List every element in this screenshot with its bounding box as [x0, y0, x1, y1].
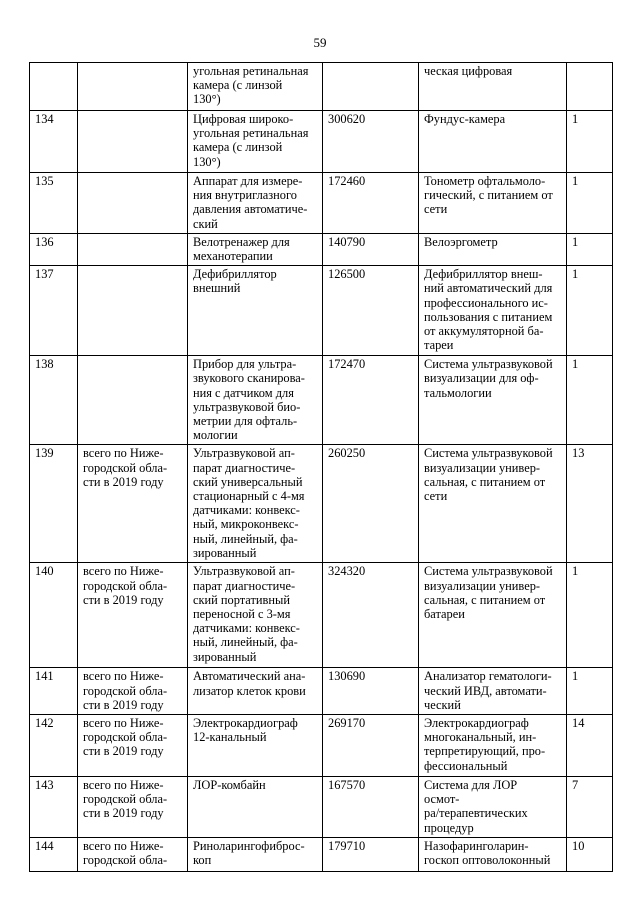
row-scope: всего по Ниже- городской обла- сти в 2019 году — [78, 715, 188, 777]
row-equipment-type: Анализатор гематологи- ческий ИВД, автомати- ческий — [419, 668, 567, 715]
row-number: 136 — [30, 233, 78, 265]
row-code: 167570 — [323, 777, 419, 838]
row-equipment-type: Дефибриллятор внеш- ний автоматический для профессионального ис- пользования с питанием от аккумуляторной ба- тареи — [419, 266, 567, 356]
row-number: 142 — [30, 715, 78, 777]
row-code: 126500 — [323, 266, 419, 356]
row-equipment-name: Риноларингофиброс- коп — [188, 838, 323, 872]
row-code: 300620 — [323, 111, 419, 173]
row-number: 135 — [30, 173, 78, 234]
row-scope — [78, 356, 188, 445]
row-scope: всего по Ниже- городской обла- сти в 2019 году — [78, 445, 188, 563]
row-number: 141 — [30, 668, 78, 715]
row-code: 172460 — [323, 173, 419, 234]
table-row — [30, 233, 613, 265]
row-quantity: 1 — [567, 233, 613, 265]
row-code: 260250 — [323, 445, 419, 563]
row-quantity: 1 — [567, 563, 613, 668]
table-row — [30, 356, 613, 445]
row-scope — [78, 173, 188, 234]
table-row — [30, 838, 613, 872]
row-number: 144 — [30, 838, 78, 872]
row-number: 143 — [30, 777, 78, 838]
row-equipment-name: Ультразвуковой ап- парат диагностиче- ский портативный переносной с 3-мя датчиками: конвекс- ный, линейный, фа- зированный — [188, 563, 323, 668]
row-code: 179710 — [323, 838, 419, 872]
row-code: 140790 — [323, 233, 419, 265]
row-code: 269170 — [323, 715, 419, 777]
row-equipment-type: Система ультразвуковой визуализации универ- сальная, с питанием от сети — [419, 445, 567, 563]
row-equipment-name: угольная ретинальная камера (с линзой 130°) — [188, 63, 323, 111]
row-equipment-type: Система ультразвуковой визуализации для оф- тальмологии — [419, 356, 567, 445]
row-scope — [78, 63, 188, 111]
row-equipment-type: Фундус-камера — [419, 111, 567, 173]
row-equipment-type: Система ультразвуковой визуализации универ- сальная, с питанием от батареи — [419, 563, 567, 668]
row-number: 140 — [30, 563, 78, 668]
table-row — [30, 445, 613, 563]
table-row — [30, 266, 613, 356]
row-scope: всего по Ниже- городской обла- сти в 2019 году — [78, 777, 188, 838]
table-row — [30, 63, 613, 111]
row-equipment-name: Автоматический ана- лизатор клеток крови — [188, 668, 323, 715]
table-row — [30, 777, 613, 838]
row-scope: всего по Ниже- городской обла- — [78, 838, 188, 872]
row-quantity — [567, 63, 613, 111]
row-quantity: 1 — [567, 356, 613, 445]
row-scope — [78, 233, 188, 265]
row-equipment-name: Электрокардиограф 12-канальный — [188, 715, 323, 777]
table-body — [30, 63, 613, 872]
row-code: 172470 — [323, 356, 419, 445]
row-equipment-name: Ультразвуковой ап- парат диагностиче- ский универсальный стационарный с 4-мя датчиками: конвекс- ный, микроконвекс- ный, линейный, фа- зированный — [188, 445, 323, 563]
row-scope — [78, 111, 188, 173]
row-number: 134 — [30, 111, 78, 173]
row-code — [323, 63, 419, 111]
row-code: 130690 — [323, 668, 419, 715]
row-equipment-name: Цифровая широко- угольная ретинальная камера (с линзой 130°) — [188, 111, 323, 173]
row-quantity: 14 — [567, 715, 613, 777]
row-scope: всего по Ниже- городской обла- сти в 2019 году — [78, 563, 188, 668]
row-quantity: 10 — [567, 838, 613, 872]
row-number: 137 — [30, 266, 78, 356]
row-quantity: 1 — [567, 173, 613, 234]
row-scope: всего по Ниже- городской обла- сти в 2019 году — [78, 668, 188, 715]
row-equipment-type: Назофаринголарин- госкоп оптоволоконный — [419, 838, 567, 872]
row-equipment-type: Электрокардиограф многоканальный, ин- терпретирующий, про- фессиональный — [419, 715, 567, 777]
table-row — [30, 668, 613, 715]
row-equipment-name: Аппарат для измере- ния внутриглазного давления автоматиче- ский — [188, 173, 323, 234]
row-equipment-name: ЛОР-комбайн — [188, 777, 323, 838]
equipment-table — [29, 62, 613, 872]
row-equipment-type: Тонометр офтальмоло- гический, с питанием от сети — [419, 173, 567, 234]
row-quantity: 1 — [567, 111, 613, 173]
row-quantity: 13 — [567, 445, 613, 563]
row-quantity: 1 — [567, 266, 613, 356]
row-number: 139 — [30, 445, 78, 563]
row-scope — [78, 266, 188, 356]
page-number: 59 — [313, 35, 327, 50]
table-row — [30, 715, 613, 777]
row-equipment-name: Велотренажер для механотерапии — [188, 233, 323, 265]
row-equipment-name: Дефибриллятор внешний — [188, 266, 323, 356]
table-row — [30, 563, 613, 668]
row-equipment-type: Система для ЛОР осмот- ра/терапевтических процедур — [419, 777, 567, 838]
row-number — [30, 63, 78, 111]
row-quantity: 7 — [567, 777, 613, 838]
row-equipment-name: Прибор для ультра- звукового сканирова- ния с датчиком для ультразвуковой био- метрии для офталь- мологии — [188, 356, 323, 445]
row-number: 138 — [30, 356, 78, 445]
table-row — [30, 173, 613, 234]
row-code: 324320 — [323, 563, 419, 668]
table-row — [30, 111, 613, 173]
row-quantity: 1 — [567, 668, 613, 715]
row-equipment-type: ческая цифровая — [419, 63, 567, 111]
row-equipment-type: Велоэргометр — [419, 233, 567, 265]
